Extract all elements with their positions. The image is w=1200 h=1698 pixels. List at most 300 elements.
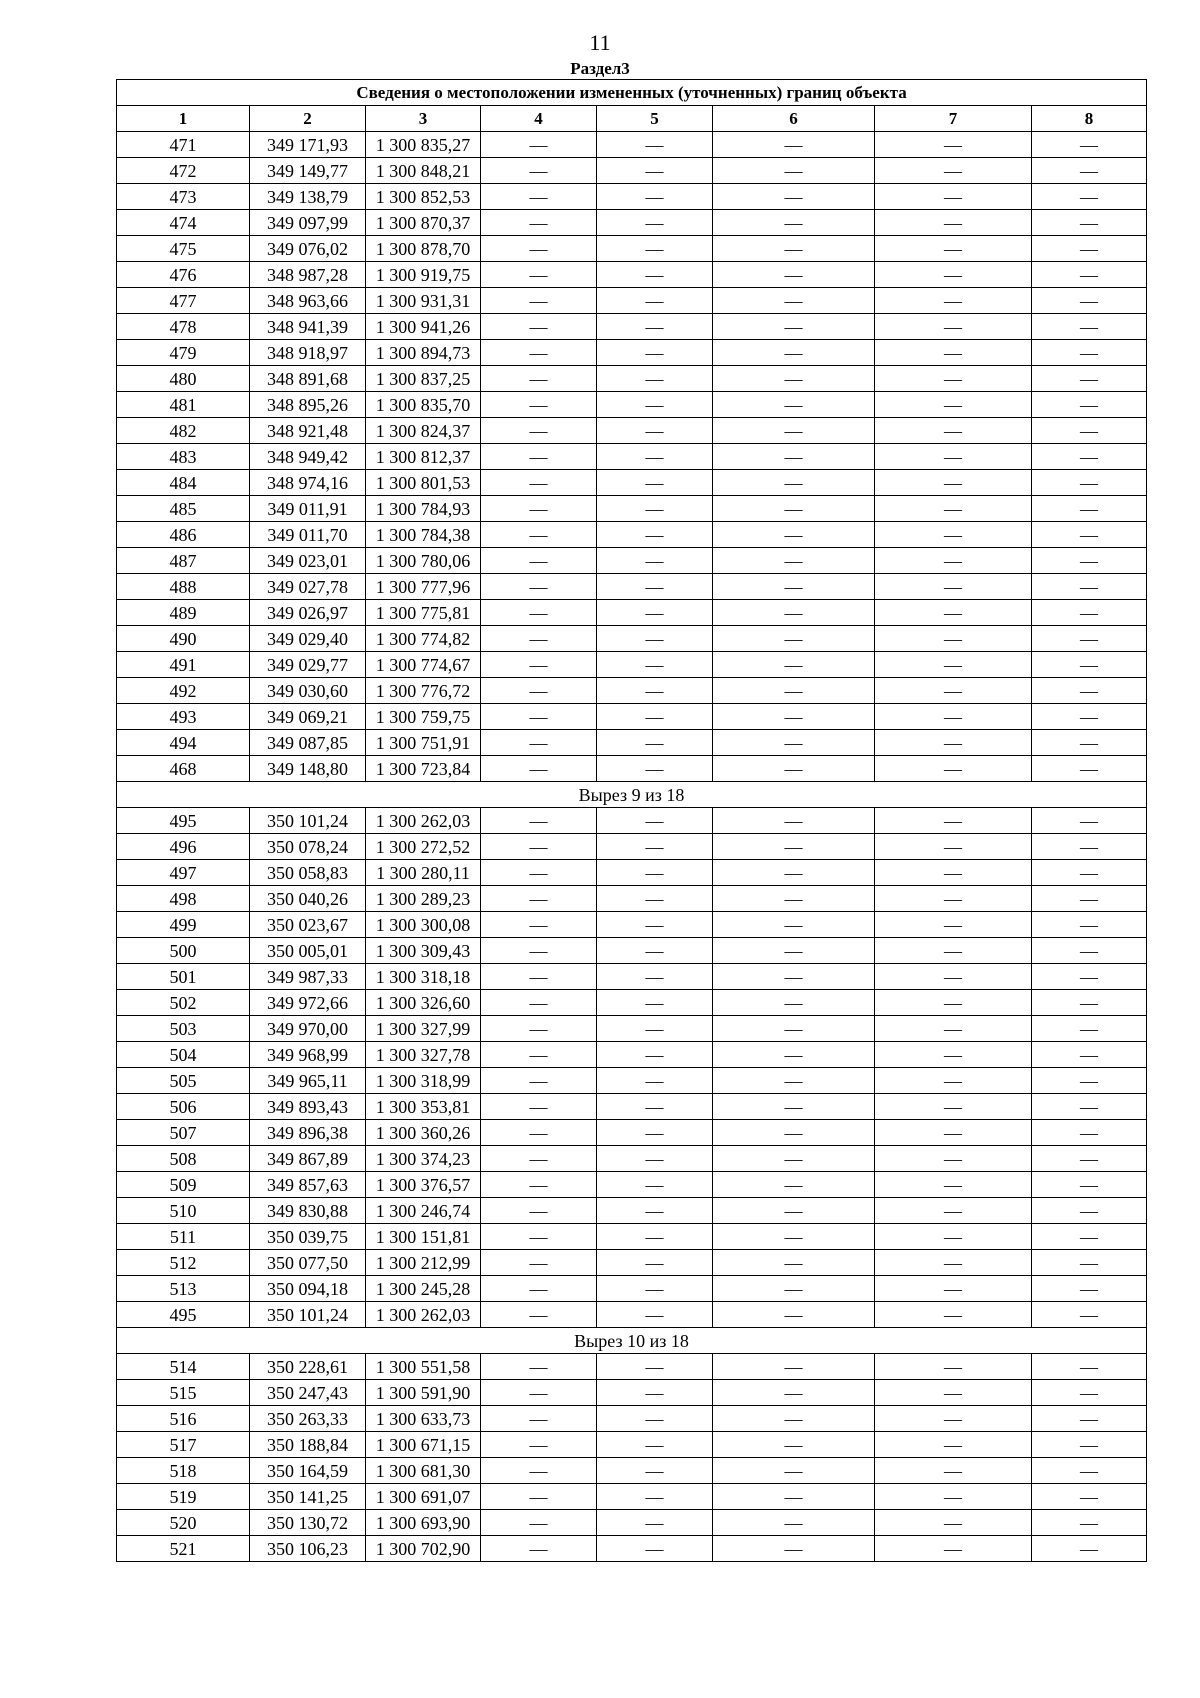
x-coordinate: 348 941,39 xyxy=(250,314,366,340)
empty-dash-cell: — xyxy=(481,1380,597,1406)
empty-dash-cell: — xyxy=(597,236,713,262)
y-coordinate: 1 300 353,81 xyxy=(366,1094,481,1120)
empty-dash-cell: — xyxy=(713,1172,875,1198)
table-row xyxy=(117,314,1147,340)
empty-dash-cell: — xyxy=(481,912,597,938)
empty-dash-cell: — xyxy=(713,1276,875,1302)
x-coordinate: 349 970,00 xyxy=(250,1016,366,1042)
point-number: 518 xyxy=(117,1458,250,1484)
x-coordinate: 350 106,23 xyxy=(250,1536,366,1562)
empty-dash-cell: — xyxy=(1032,756,1147,782)
table-row xyxy=(117,470,1147,496)
x-coordinate: 350 005,01 xyxy=(250,938,366,964)
empty-dash-cell: — xyxy=(481,1224,597,1250)
empty-dash-cell: — xyxy=(875,262,1032,288)
empty-dash-cell: — xyxy=(1032,314,1147,340)
empty-dash-cell: — xyxy=(1032,366,1147,392)
empty-dash-cell: — xyxy=(875,652,1032,678)
empty-dash-cell: — xyxy=(597,158,713,184)
empty-dash-cell: — xyxy=(713,1016,875,1042)
empty-dash-cell: — xyxy=(481,262,597,288)
table-row xyxy=(117,990,1147,1016)
y-coordinate: 1 300 878,70 xyxy=(366,236,481,262)
y-coordinate: 1 300 671,15 xyxy=(366,1432,481,1458)
table-row xyxy=(117,1354,1147,1380)
empty-dash-cell: — xyxy=(481,158,597,184)
x-coordinate: 349 857,63 xyxy=(250,1172,366,1198)
empty-dash-cell: — xyxy=(481,1042,597,1068)
empty-dash-cell: — xyxy=(713,1302,875,1328)
x-coordinate: 350 039,75 xyxy=(250,1224,366,1250)
point-number: 488 xyxy=(117,574,250,600)
x-coordinate: 349 087,85 xyxy=(250,730,366,756)
x-coordinate: 348 918,97 xyxy=(250,340,366,366)
empty-dash-cell: — xyxy=(875,834,1032,860)
empty-dash-cell: — xyxy=(713,730,875,756)
empty-dash-cell: — xyxy=(481,418,597,444)
empty-dash-cell: — xyxy=(481,808,597,834)
empty-dash-cell: — xyxy=(1032,184,1147,210)
empty-dash-cell: — xyxy=(1032,1094,1147,1120)
empty-dash-cell: — xyxy=(481,314,597,340)
empty-dash-cell: — xyxy=(713,262,875,288)
empty-dash-cell: — xyxy=(1032,1302,1147,1328)
empty-dash-cell: — xyxy=(875,1510,1032,1536)
empty-dash-cell: — xyxy=(713,470,875,496)
empty-dash-cell: — xyxy=(481,886,597,912)
empty-dash-cell: — xyxy=(875,132,1032,158)
x-coordinate: 349 987,33 xyxy=(250,964,366,990)
y-coordinate: 1 300 591,90 xyxy=(366,1380,481,1406)
point-number: 499 xyxy=(117,912,250,938)
y-coordinate: 1 300 702,90 xyxy=(366,1536,481,1562)
table-row xyxy=(117,730,1147,756)
empty-dash-cell: — xyxy=(1032,990,1147,1016)
point-number: 494 xyxy=(117,730,250,756)
empty-dash-cell: — xyxy=(713,522,875,548)
empty-dash-cell: — xyxy=(713,1068,875,1094)
empty-dash-cell: — xyxy=(1032,600,1147,626)
empty-dash-cell: — xyxy=(481,1432,597,1458)
table-row xyxy=(117,1042,1147,1068)
empty-dash-cell: — xyxy=(875,1172,1032,1198)
empty-dash-cell: — xyxy=(713,340,875,366)
y-coordinate: 1 300 723,84 xyxy=(366,756,481,782)
point-number: 521 xyxy=(117,1536,250,1562)
point-number: 504 xyxy=(117,1042,250,1068)
point-number: 503 xyxy=(117,1016,250,1042)
empty-dash-cell: — xyxy=(597,470,713,496)
y-coordinate: 1 300 870,37 xyxy=(366,210,481,236)
point-number: 495 xyxy=(117,808,250,834)
table-row xyxy=(117,1068,1147,1094)
empty-dash-cell: — xyxy=(481,600,597,626)
y-coordinate: 1 300 360,26 xyxy=(366,1120,481,1146)
empty-dash-cell: — xyxy=(1032,522,1147,548)
x-coordinate: 349 023,01 xyxy=(250,548,366,574)
empty-dash-cell: — xyxy=(597,1120,713,1146)
empty-dash-cell: — xyxy=(713,210,875,236)
point-number: 472 xyxy=(117,158,250,184)
x-coordinate: 349 097,99 xyxy=(250,210,366,236)
x-coordinate: 349 011,70 xyxy=(250,522,366,548)
empty-dash-cell: — xyxy=(481,470,597,496)
y-coordinate: 1 300 693,90 xyxy=(366,1510,481,1536)
empty-dash-cell: — xyxy=(713,652,875,678)
x-coordinate: 348 891,68 xyxy=(250,366,366,392)
empty-dash-cell: — xyxy=(597,522,713,548)
table-row xyxy=(117,1224,1147,1250)
y-coordinate: 1 300 681,30 xyxy=(366,1458,481,1484)
y-coordinate: 1 300 837,25 xyxy=(366,366,481,392)
empty-dash-cell: — xyxy=(713,184,875,210)
empty-dash-cell: — xyxy=(875,496,1032,522)
empty-dash-cell: — xyxy=(597,444,713,470)
point-number: 493 xyxy=(117,704,250,730)
empty-dash-cell: — xyxy=(597,1380,713,1406)
table-row xyxy=(117,1458,1147,1484)
table-row xyxy=(117,262,1147,288)
empty-dash-cell: — xyxy=(875,626,1032,652)
empty-dash-cell: — xyxy=(481,1406,597,1432)
empty-dash-cell: — xyxy=(875,288,1032,314)
empty-dash-cell: — xyxy=(597,860,713,886)
empty-dash-cell: — xyxy=(713,860,875,886)
empty-dash-cell: — xyxy=(1032,808,1147,834)
empty-dash-cell: — xyxy=(713,834,875,860)
empty-dash-cell: — xyxy=(713,158,875,184)
empty-dash-cell: — xyxy=(481,1172,597,1198)
y-coordinate: 1 300 852,53 xyxy=(366,184,481,210)
empty-dash-cell: — xyxy=(1032,418,1147,444)
empty-dash-cell: — xyxy=(597,1276,713,1302)
x-coordinate: 348 963,66 xyxy=(250,288,366,314)
y-coordinate: 1 300 931,31 xyxy=(366,288,481,314)
empty-dash-cell: — xyxy=(597,418,713,444)
table-row xyxy=(117,600,1147,626)
empty-dash-cell: — xyxy=(875,704,1032,730)
table-row xyxy=(117,210,1147,236)
x-coordinate: 348 949,42 xyxy=(250,444,366,470)
x-coordinate: 349 138,79 xyxy=(250,184,366,210)
table-row xyxy=(117,1484,1147,1510)
x-coordinate: 348 921,48 xyxy=(250,418,366,444)
empty-dash-cell: — xyxy=(1032,1146,1147,1172)
empty-dash-cell: — xyxy=(713,288,875,314)
empty-dash-cell: — xyxy=(875,1224,1032,1250)
point-number: 513 xyxy=(117,1276,250,1302)
y-coordinate: 1 300 774,82 xyxy=(366,626,481,652)
empty-dash-cell: — xyxy=(875,392,1032,418)
empty-dash-cell: — xyxy=(481,548,597,574)
table-row xyxy=(117,860,1147,886)
empty-dash-cell: — xyxy=(713,496,875,522)
empty-dash-cell: — xyxy=(597,678,713,704)
empty-dash-cell: — xyxy=(597,184,713,210)
table-row xyxy=(117,340,1147,366)
empty-dash-cell: — xyxy=(597,1250,713,1276)
x-coordinate: 349 029,40 xyxy=(250,626,366,652)
empty-dash-cell: — xyxy=(597,834,713,860)
x-coordinate: 350 101,24 xyxy=(250,1302,366,1328)
y-coordinate: 1 300 272,52 xyxy=(366,834,481,860)
column-header: 2 xyxy=(250,106,366,132)
y-coordinate: 1 300 780,06 xyxy=(366,548,481,574)
empty-dash-cell: — xyxy=(1032,1510,1147,1536)
empty-dash-cell: — xyxy=(597,1172,713,1198)
empty-dash-cell: — xyxy=(597,938,713,964)
empty-dash-cell: — xyxy=(875,236,1032,262)
table-row xyxy=(117,1198,1147,1224)
empty-dash-cell: — xyxy=(1032,1484,1147,1510)
column-header: 7 xyxy=(875,106,1032,132)
empty-dash-cell: — xyxy=(713,756,875,782)
empty-dash-cell: — xyxy=(597,340,713,366)
empty-dash-cell: — xyxy=(481,678,597,704)
empty-dash-cell: — xyxy=(481,1458,597,1484)
empty-dash-cell: — xyxy=(875,1120,1032,1146)
empty-dash-cell: — xyxy=(713,626,875,652)
empty-dash-cell: — xyxy=(713,938,875,964)
empty-dash-cell: — xyxy=(1032,1172,1147,1198)
empty-dash-cell: — xyxy=(481,1250,597,1276)
empty-dash-cell: — xyxy=(1032,1250,1147,1276)
empty-dash-cell: — xyxy=(1032,262,1147,288)
empty-dash-cell: — xyxy=(597,314,713,340)
empty-dash-cell: — xyxy=(875,1380,1032,1406)
x-coordinate: 348 895,26 xyxy=(250,392,366,418)
empty-dash-cell: — xyxy=(1032,1536,1147,1562)
empty-dash-cell: — xyxy=(481,1302,597,1328)
empty-dash-cell: — xyxy=(875,912,1032,938)
point-number: 482 xyxy=(117,418,250,444)
y-coordinate: 1 300 327,99 xyxy=(366,1016,481,1042)
y-coordinate: 1 300 246,74 xyxy=(366,1198,481,1224)
empty-dash-cell: — xyxy=(713,1458,875,1484)
y-coordinate: 1 300 751,91 xyxy=(366,730,481,756)
empty-dash-cell: — xyxy=(1032,1276,1147,1302)
point-number: 501 xyxy=(117,964,250,990)
empty-dash-cell: — xyxy=(481,1536,597,1562)
empty-dash-cell: — xyxy=(875,548,1032,574)
x-coordinate: 349 830,88 xyxy=(250,1198,366,1224)
table-row xyxy=(117,132,1147,158)
x-coordinate: 349 171,93 xyxy=(250,132,366,158)
empty-dash-cell: — xyxy=(875,1432,1032,1458)
table-row xyxy=(117,678,1147,704)
empty-dash-cell: — xyxy=(597,1042,713,1068)
x-coordinate: 349 965,11 xyxy=(250,1068,366,1094)
empty-dash-cell: — xyxy=(597,626,713,652)
empty-dash-cell: — xyxy=(875,1484,1032,1510)
empty-dash-cell: — xyxy=(597,652,713,678)
y-coordinate: 1 300 633,73 xyxy=(366,1406,481,1432)
y-coordinate: 1 300 245,28 xyxy=(366,1276,481,1302)
empty-dash-cell: — xyxy=(875,1276,1032,1302)
point-number: 471 xyxy=(117,132,250,158)
x-coordinate: 350 023,67 xyxy=(250,912,366,938)
empty-dash-cell: — xyxy=(1032,236,1147,262)
point-number: 520 xyxy=(117,1510,250,1536)
empty-dash-cell: — xyxy=(481,756,597,782)
empty-dash-cell: — xyxy=(597,808,713,834)
point-number: 517 xyxy=(117,1432,250,1458)
empty-dash-cell: — xyxy=(481,132,597,158)
y-coordinate: 1 300 691,07 xyxy=(366,1484,481,1510)
y-coordinate: 1 300 300,08 xyxy=(366,912,481,938)
empty-dash-cell: — xyxy=(597,1484,713,1510)
table-row xyxy=(117,1276,1147,1302)
empty-dash-cell: — xyxy=(1032,1458,1147,1484)
y-coordinate: 1 300 919,75 xyxy=(366,262,481,288)
point-number: 519 xyxy=(117,1484,250,1510)
table-row xyxy=(117,158,1147,184)
empty-dash-cell: — xyxy=(597,574,713,600)
point-number: 516 xyxy=(117,1406,250,1432)
y-coordinate: 1 300 777,96 xyxy=(366,574,481,600)
empty-dash-cell: — xyxy=(1032,1380,1147,1406)
empty-dash-cell: — xyxy=(597,288,713,314)
x-coordinate: 348 987,28 xyxy=(250,262,366,288)
empty-dash-cell: — xyxy=(713,1146,875,1172)
empty-dash-cell: — xyxy=(597,1536,713,1562)
group-label: Вырез 10 из 18 xyxy=(117,1328,1147,1354)
y-coordinate: 1 300 784,38 xyxy=(366,522,481,548)
point-number: 478 xyxy=(117,314,250,340)
x-coordinate: 350 101,24 xyxy=(250,808,366,834)
empty-dash-cell: — xyxy=(1032,1406,1147,1432)
y-coordinate: 1 300 289,23 xyxy=(366,886,481,912)
empty-dash-cell: — xyxy=(1032,886,1147,912)
x-coordinate: 349 896,38 xyxy=(250,1120,366,1146)
y-coordinate: 1 300 759,75 xyxy=(366,704,481,730)
x-coordinate: 349 149,77 xyxy=(250,158,366,184)
table-row xyxy=(117,1250,1147,1276)
column-header: 3 xyxy=(366,106,481,132)
x-coordinate: 349 026,97 xyxy=(250,600,366,626)
x-coordinate: 349 027,78 xyxy=(250,574,366,600)
point-number: 489 xyxy=(117,600,250,626)
y-coordinate: 1 300 551,58 xyxy=(366,1354,481,1380)
empty-dash-cell: — xyxy=(875,808,1032,834)
empty-dash-cell: — xyxy=(481,366,597,392)
point-number: 498 xyxy=(117,886,250,912)
table-row xyxy=(117,938,1147,964)
empty-dash-cell: — xyxy=(713,886,875,912)
table-row xyxy=(117,1302,1147,1328)
x-coordinate: 350 164,59 xyxy=(250,1458,366,1484)
point-number: 484 xyxy=(117,470,250,496)
y-coordinate: 1 300 262,03 xyxy=(366,808,481,834)
empty-dash-cell: — xyxy=(481,1068,597,1094)
empty-dash-cell: — xyxy=(875,210,1032,236)
empty-dash-cell: — xyxy=(875,1068,1032,1094)
empty-dash-cell: — xyxy=(597,964,713,990)
x-coordinate: 349 968,99 xyxy=(250,1042,366,1068)
empty-dash-cell: — xyxy=(481,1276,597,1302)
empty-dash-cell: — xyxy=(597,990,713,1016)
empty-dash-cell: — xyxy=(481,834,597,860)
empty-dash-cell: — xyxy=(713,1042,875,1068)
y-coordinate: 1 300 318,99 xyxy=(366,1068,481,1094)
point-number: 508 xyxy=(117,1146,250,1172)
empty-dash-cell: — xyxy=(1032,1068,1147,1094)
empty-dash-cell: — xyxy=(875,574,1032,600)
empty-dash-cell: — xyxy=(481,444,597,470)
y-coordinate: 1 300 941,26 xyxy=(366,314,481,340)
empty-dash-cell: — xyxy=(597,1302,713,1328)
empty-dash-cell: — xyxy=(713,600,875,626)
y-coordinate: 1 300 812,37 xyxy=(366,444,481,470)
empty-dash-cell: — xyxy=(713,1224,875,1250)
empty-dash-cell: — xyxy=(1032,340,1147,366)
y-coordinate: 1 300 848,21 xyxy=(366,158,481,184)
empty-dash-cell: — xyxy=(1032,1016,1147,1042)
y-coordinate: 1 300 824,37 xyxy=(366,418,481,444)
empty-dash-cell: — xyxy=(713,1432,875,1458)
empty-dash-cell: — xyxy=(1032,1042,1147,1068)
column-header: 4 xyxy=(481,106,597,132)
point-number: 510 xyxy=(117,1198,250,1224)
empty-dash-cell: — xyxy=(713,314,875,340)
empty-dash-cell: — xyxy=(597,912,713,938)
empty-dash-cell: — xyxy=(1032,1224,1147,1250)
table-row xyxy=(117,418,1147,444)
group-header-row xyxy=(117,782,1147,808)
empty-dash-cell: — xyxy=(1032,964,1147,990)
table-row xyxy=(117,548,1147,574)
point-number: 485 xyxy=(117,496,250,522)
x-coordinate: 350 263,33 xyxy=(250,1406,366,1432)
empty-dash-cell: — xyxy=(597,1016,713,1042)
empty-dash-cell: — xyxy=(481,1510,597,1536)
empty-dash-cell: — xyxy=(1032,444,1147,470)
empty-dash-cell: — xyxy=(1032,548,1147,574)
y-coordinate: 1 300 775,81 xyxy=(366,600,481,626)
point-number: 515 xyxy=(117,1380,250,1406)
x-coordinate: 349 148,80 xyxy=(250,756,366,782)
empty-dash-cell: — xyxy=(481,340,597,366)
column-header: 1 xyxy=(117,106,250,132)
x-coordinate: 349 069,21 xyxy=(250,704,366,730)
point-number: 474 xyxy=(117,210,250,236)
table-row xyxy=(117,808,1147,834)
table-row xyxy=(117,1120,1147,1146)
empty-dash-cell: — xyxy=(597,730,713,756)
empty-dash-cell: — xyxy=(875,1198,1032,1224)
point-number: 486 xyxy=(117,522,250,548)
empty-dash-cell: — xyxy=(713,678,875,704)
empty-dash-cell: — xyxy=(597,704,713,730)
empty-dash-cell: — xyxy=(597,366,713,392)
empty-dash-cell: — xyxy=(713,1198,875,1224)
point-number: 481 xyxy=(117,392,250,418)
x-coordinate: 349 029,77 xyxy=(250,652,366,678)
table-row xyxy=(117,236,1147,262)
point-number: 511 xyxy=(117,1224,250,1250)
y-coordinate: 1 300 835,27 xyxy=(366,132,481,158)
empty-dash-cell: — xyxy=(481,574,597,600)
empty-dash-cell: — xyxy=(1032,704,1147,730)
empty-dash-cell: — xyxy=(713,574,875,600)
empty-dash-cell: — xyxy=(1032,730,1147,756)
table-row xyxy=(117,1016,1147,1042)
y-coordinate: 1 300 327,78 xyxy=(366,1042,481,1068)
point-number: 507 xyxy=(117,1120,250,1146)
x-coordinate: 348 974,16 xyxy=(250,470,366,496)
table-body xyxy=(117,132,1147,1562)
empty-dash-cell: — xyxy=(713,366,875,392)
